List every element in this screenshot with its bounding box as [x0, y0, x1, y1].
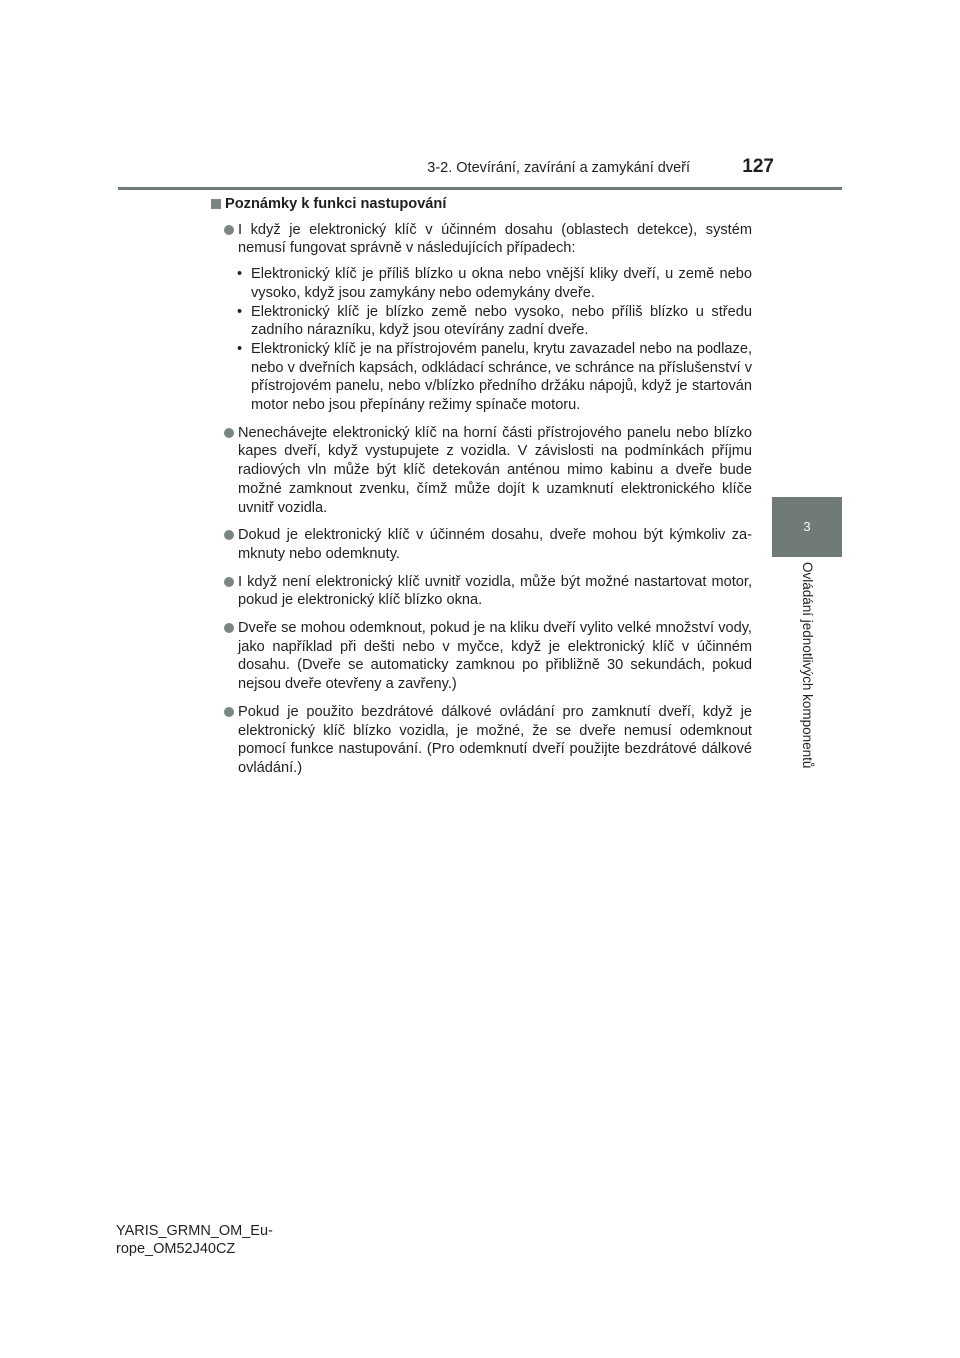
document-id-line: rope_OM52J40CZ: [116, 1241, 236, 1257]
list-item-text: Dveře se mohou odemknout, pokud je na kliku dveří vylito velké množství vody, jako například při dešti nebo v myčce, když je elektronický klíč v účinném dosahu. (Dveře se automaticky zamknou po přibližně 30 sekundách, pokud nejsou dveře otevřeny a zavřeny.): [238, 620, 752, 693]
sub-list-item: [210, 265, 752, 302]
sub-list-item-text: Elektronický klíč je blízko země nebo vysoko, nebo příliš blízko u středu zadního nárazníku, když jsou otevírány zadní dveře.: [251, 303, 752, 339]
sub-list-item-text: Elektronický klíč je příliš blízko u okna nebo vnější kliky dveří, u země nebo vysoko, když jsou zamykány nebo odemykány dveře.: [251, 266, 752, 301]
page-number: 127: [742, 156, 774, 177]
section-heading-text: Poznámky k funkci nastupování: [225, 196, 447, 212]
list-item-text: Pokud je použito bezdrátové dálkové ovládání pro zamknutí dveří, když je elektronický klíč blízko vozidla, je možné, že se dveře nemusí odemknout pomocí funkce nastupování. (Pro odemknutí dveří použijte bezdrátové dálkové ovládání.): [238, 703, 752, 776]
list-item: [210, 424, 752, 518]
list-item: [210, 221, 752, 258]
dot-bullet-icon: •: [237, 340, 243, 357]
circle-bullet-icon: [224, 428, 234, 438]
document-id-line: YARIS_GRMN_OM_Eu-: [116, 1223, 273, 1239]
document-id: [116, 1222, 376, 1258]
circle-bullet-icon: [224, 577, 234, 587]
list-item-text: I když je elektronický klíč v účinném dosahu (oblastech detekce), systém nemusí fungovat správně v následujících případech:: [238, 221, 752, 257]
circle-bullet-icon: [224, 623, 234, 633]
dot-bullet-icon: •: [237, 266, 243, 283]
list-item-text: Dokud je elektronický klíč v účinném dosahu, dveře mohou být kýmkoliv zamknuty nebo odemknuty.: [238, 527, 752, 562]
chapter-tab: [772, 497, 842, 557]
list-item: [210, 526, 752, 563]
list-item: [210, 619, 752, 694]
circle-bullet-icon: [224, 707, 234, 717]
page-content: [210, 195, 752, 787]
list-item: [210, 573, 752, 610]
dot-bullet-icon: •: [237, 303, 243, 320]
sub-list-item-text: Elektronický klíč je na přístrojovém panelu, krytu zavazadel nebo na podlaze, nebo v dveřních kapsách, odkládací schránce, ve schránce na příslušenství v přístrojovém panelu, nebo v/blízko předního držáku nápojů, když je startován motor nebo jsou přepínány režimy spínače motoru.: [251, 340, 752, 414]
square-bullet-icon: [211, 199, 221, 209]
section-heading: [210, 195, 752, 214]
header-rule: [118, 187, 842, 190]
sub-list: [210, 265, 752, 415]
circle-bullet-icon: [224, 530, 234, 540]
list-item: [210, 703, 752, 778]
chapter-title-wrap: [772, 560, 842, 810]
header-section-title: 3-2. Otevírání, zavírání a zamykání dveří: [427, 160, 690, 176]
sub-list-item: [210, 340, 752, 415]
circle-bullet-icon: [224, 225, 234, 235]
sub-list-item: [210, 303, 752, 340]
list-item-text: Nenechávejte elektronický klíč na horní části přístrojového panelu nebo blízko kapes dveří, když vystupujete z vozidla. V závislosti na podmínkách příjmu radiových vln může být klíč detekován anténou mimo kabinu a dveře bude možné zamknout zvenku, čímž může dojít k uzamknutí elektronického klíče uvnitř vozidla.: [238, 424, 752, 516]
chapter-number: 3: [803, 519, 811, 534]
list-item-text: I když není elektronický klíč uvnitř vozidla, může být možné nastartovat motor, pokud je elektronický klíč blízko okna.: [238, 573, 752, 609]
chapter-title: Ovládání jednotlivých komponentů: [800, 562, 815, 769]
